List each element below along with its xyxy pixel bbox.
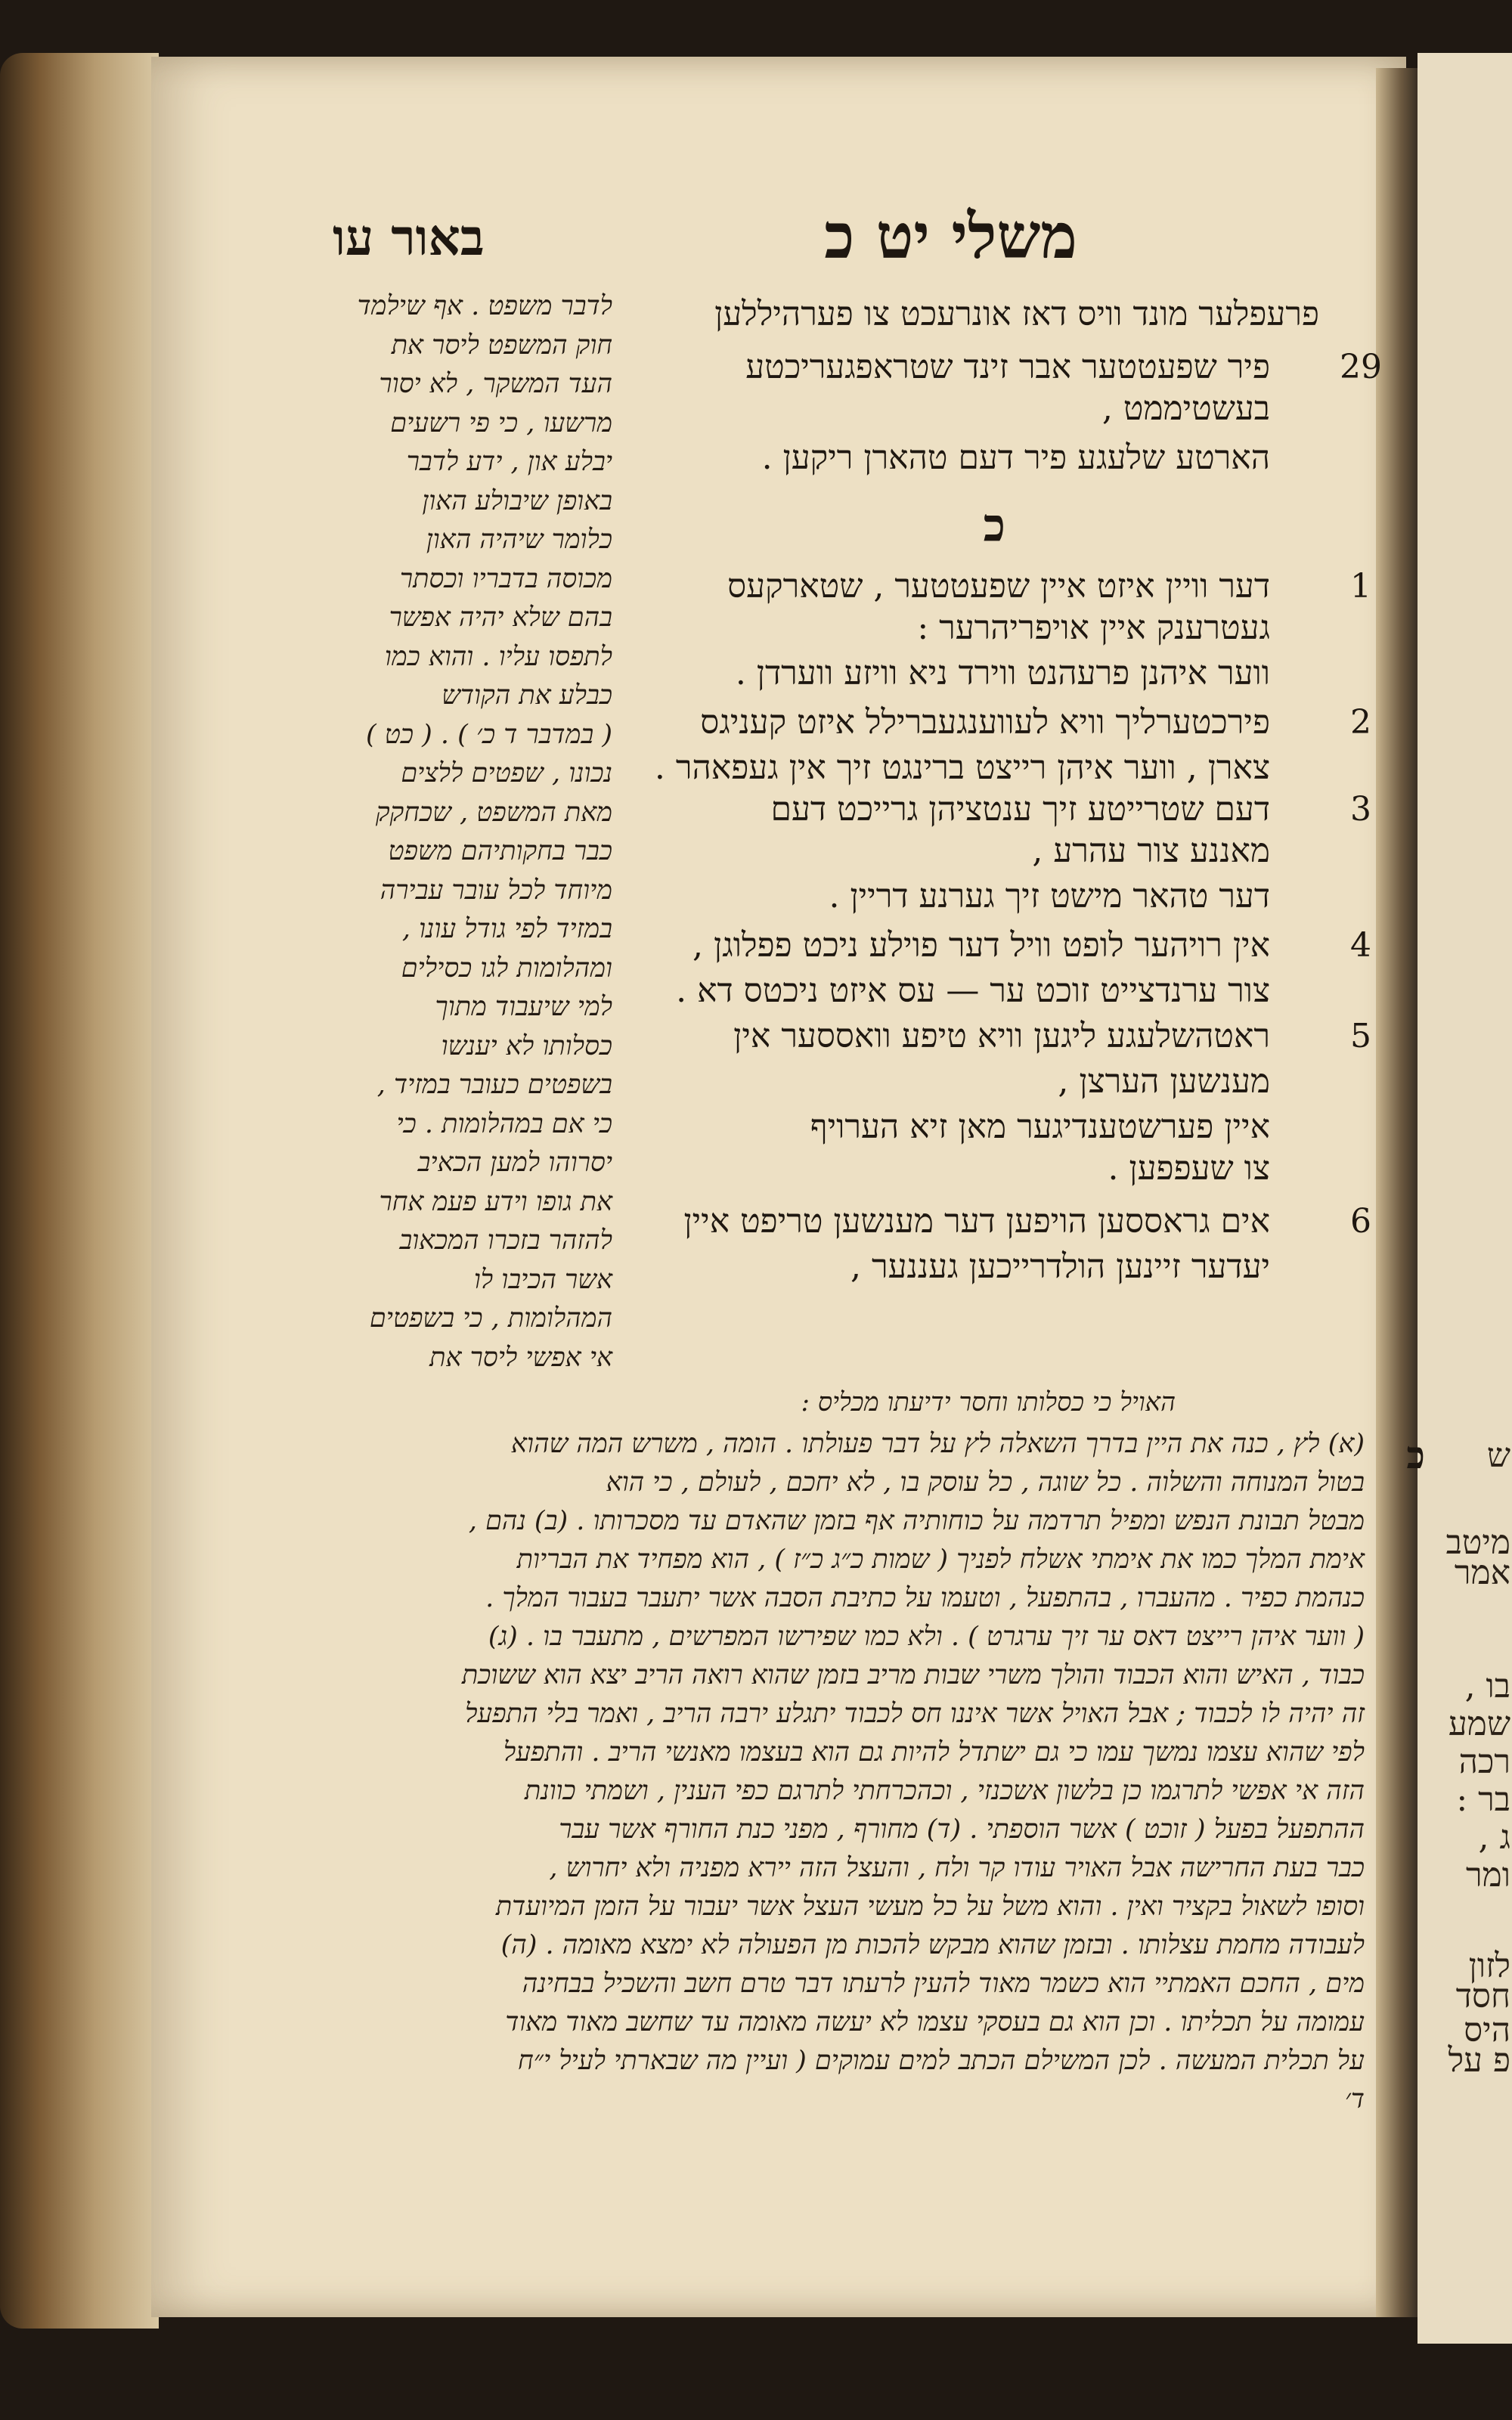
side-commentary-line: בשפטים כעובר במזיד , (376, 1070, 612, 1100)
verse-line: צור ערנדצייט זוכט ער — עס איזט ניכטס דא . (676, 971, 1270, 1010)
commentary-line: ד׳ (1344, 2084, 1365, 2115)
verse-number: 29 (1340, 348, 1382, 386)
facing-page-text: חסד (1455, 1977, 1510, 2016)
verse-line: אין רויהער לופט וויל דער פוילע ניכט פפלוגן , (692, 926, 1270, 965)
side-commentary-line: כבר בחקותיהם משפט (388, 836, 612, 866)
facing-page-text: רכה (1458, 1743, 1510, 1781)
verse-number: 4 (1350, 926, 1371, 965)
facing-page-text: לזון (1468, 1947, 1510, 1985)
side-commentary-line: מאת המשפט , שכחקק (375, 797, 612, 828)
side-commentary-line: מיוחד לכל עובר עבירה (380, 875, 612, 906)
commentary-line: לפי שהוא עצמו נמשך עמו כי גם ישתדל להיות גם הוא בעצמו מאנשי הריב . והתפעל (503, 1737, 1365, 1768)
facing-page-text: ג , (1478, 1818, 1510, 1857)
chapter-letter: כ (983, 499, 1005, 552)
commentary-line: על תכלית המעשה . לכן המשילם הכתב למים עמוקים ( ועיין מה שבארתי לעיל י״ח (517, 2046, 1365, 2076)
commentary-line: ( ווער איהן רייצט דאס ער זיך ערגרט ) . ולא כמו שפירשו המפרשים , מתעבר בו . (ג) (488, 1622, 1365, 1652)
side-commentary-line: ( במדבר ד כ׳ ) . ( כט ) (366, 719, 612, 750)
commentary-line: עמומה על תכליתו . וכן הוא גם בעסקי עצמו לא יעשה מאומה עד שחשב מאוד מאוד (505, 2007, 1365, 2037)
verse-line: צארן , ווער איהן רייצט ברינגט זיך אין געפאהר . (654, 748, 1270, 787)
book-fore-edge (0, 53, 159, 2329)
commentary-line: זה יהיה לו לכבוד ; אבל האויל אשר איננו חס לכבוד יתגלע ירבה הריב , ואמר בלי התפעל (465, 1699, 1365, 1729)
verse-number: 5 (1350, 1017, 1371, 1055)
side-commentary-line: בהם שלא יהיה אפשר (389, 603, 612, 633)
verse-line: דער טהאר מישט זיך גערנע דריין . (829, 877, 1270, 916)
page-title: משלי יט כ (824, 200, 1077, 273)
verse-number: 1 (1350, 567, 1371, 606)
commentary-line: מבטל תבונת הנפש ומפיל תרדמה על כוחותיה אף בזמן שהאדם עד מסכרותו . (ב) נהם , (468, 1506, 1365, 1536)
commentary-intro: האויל כי כסלותו וחסר ידיעתו מכליס : (801, 1387, 1176, 1418)
verse-line: מאננע צור עהרע , (1032, 832, 1270, 870)
verse-line: איין פערשטענדיגער מאן זיא הערויף (810, 1108, 1270, 1146)
commentary-line: (א) לץ , כנה את היין בדרך השאלה לץ על דבר פעולתו . הומה , משרש המה שהוא (511, 1429, 1365, 1459)
side-commentary-line: נכונו , שפטים ללצים (401, 758, 612, 789)
verse-line: מענשען הערצן , (1058, 1062, 1270, 1101)
side-commentary-line: אשר הכיבו לו (473, 1264, 612, 1295)
side-commentary-line: מרשעו , כי פי רשעים (390, 407, 612, 438)
side-commentary-line: כבלע את הקודש (442, 680, 612, 711)
side-commentary-line: חוק המשפט ליסר את (391, 330, 612, 361)
side-commentary-line: ומהלומות לגו כסילים (401, 953, 612, 984)
facing-page-text: שמע (1448, 1705, 1510, 1743)
commentary-line: אימת המלך כמו את אימתי אשלח לפניך ( שמות כ״ג כ״ז ) , הוא מפחיד את הבריות (516, 1545, 1365, 1575)
side-commentary-line: יסרוהו למען הכאיב (417, 1148, 612, 1178)
side-commentary-line: יבלע און , ידע לדבר (406, 447, 612, 477)
facing-page-text: היס (1464, 2011, 1510, 2050)
verse-line: געטרענק איין אויפריהרער : (917, 609, 1270, 647)
side-commentary-line: העד המשקר , לא יסור (379, 369, 612, 399)
commentary-line: לעבודה מחמת עצלותו . ובזמן שהוא מבקש להכות מן הפעולה לא ימצא מאומה . (ה) (500, 1930, 1365, 1960)
verse-line: פרעפלער מונד וויס דאז אונרעכט צו פערהיללען (714, 295, 1319, 333)
side-commentary-line: לתפסו עליו . והוא כמו (384, 641, 612, 672)
facing-page-text: ומר (1466, 1856, 1510, 1895)
facing-page-text: ש (1486, 1436, 1510, 1475)
side-commentary-line: אי אפשי ליסר את (429, 1342, 612, 1373)
side-commentary-column (318, 291, 612, 1395)
bottom-commentary (314, 1387, 1425, 2128)
commentary-line: הזה אי אפשי לתרגמו כן בלשון אשכנזי , וכהכרחתי לתרגם כפי הענין , ושמתי כוונת (524, 1776, 1365, 1806)
commentary-line: כנהמת כפיר . מהעברו , בהתפעל , וטעמו על כתיבת הסבה אשר יתעבר בעבור המלך . (485, 1583, 1365, 1613)
side-commentary-line: כי אם במהלומות . כי (396, 1108, 612, 1139)
page-header (325, 200, 1376, 284)
commentary-line: כבר בעת החרישה אבל האויר עודו קר ולח , והעצל הזה יירא מפניה ולא יחרוש , (549, 1853, 1365, 1883)
verse-number: 3 (1350, 790, 1371, 829)
verse-line: צו שעפפען . (1108, 1149, 1270, 1188)
verse-line: פירכטערליך וויא לעווענגעברילל איזט קעניגס (700, 703, 1270, 742)
verse-line: ראטהשלעגע ליגען וויא טיפע וואססער אין (733, 1017, 1270, 1055)
side-commentary-line: כלומר שיהיה האון (426, 525, 612, 555)
verse-line: פיר שפעטטער אבר זינד שטראפגעריכטע (745, 348, 1270, 386)
verse-number: 2 (1350, 703, 1371, 742)
side-commentary-line: באופן שיבולע האון (422, 485, 612, 516)
side-commentary-line: למי שיעבוד מתוך (435, 992, 612, 1022)
side-commentary-line: כסלותו לא יענשו (441, 1030, 612, 1061)
verse-line: דעם שטרייטע זיך ענטציהן גרייכט דעם (770, 790, 1270, 829)
verse-line: אים גראססען הויפען דער מענשען טריפט איין (683, 1202, 1270, 1241)
facing-page-text: פ על (1448, 2041, 1510, 2080)
commentary-chapter-mark: כ (1406, 1433, 1425, 1477)
facing-page-fragment (1418, 53, 1512, 2344)
verse-number: 6 (1350, 1202, 1371, 1241)
side-commentary-line: להזהר בזכרו המכאוב (399, 1225, 612, 1256)
verse-line: בעשטיממט , (1101, 389, 1270, 428)
commentary-line: מים , החכם האמתיי הוא כשמר מאוד להעין לרעתו דבר טרם חשב והשכיל בבחינה (522, 1969, 1365, 1999)
side-commentary-line: המהלומות , כי בשפטים (369, 1303, 612, 1334)
side-commentary-line: במזיד לפי גודל עונו , (401, 914, 612, 944)
commentary-line: וסופו לשאול בקציר ואין . והוא משל על כל מעשי העצל אשר יעבור על הזמן המיועדת (495, 1892, 1365, 1922)
facing-page-text: בו , (1464, 1667, 1510, 1706)
commentary-title: באור עו (333, 208, 485, 267)
commentary-line: ההתפעל בפעל ( זוכט ) אשר הוספתי . (ד) מחורף , מפני כנת החורף אשר עבר (559, 1814, 1365, 1845)
side-commentary-line: מכוסה בדבריו וכסתר (399, 563, 612, 594)
verse-column (635, 295, 1383, 1361)
verse-line: ווער איהנן פרעהנט ווירד ניא וויזע ווערדן . (735, 654, 1270, 693)
side-commentary-line: את גופו וידע פעמ אחר (379, 1186, 612, 1217)
facing-page-text: מיטב (1445, 1523, 1510, 1562)
commentary-line: כבוד , האיש והוא הכבוד והולך משרי שבות מריב בזמן שהוא רואה הריב יצא הוא ששוכת (461, 1660, 1365, 1690)
facing-page-text: אמר (1454, 1554, 1510, 1592)
verse-line: הארטע שלעגע פיר דעם טהארן ריקען . (761, 438, 1270, 477)
side-commentary-line: לדבר משפט . אף שילמד (357, 291, 612, 321)
commentary-line: בטול המנוחה והשלוה . כל שוגה , כל עוסק בו , לא יחכם , לעולם , כי הוא (606, 1467, 1365, 1498)
verse-line: יעדער זיינען הולדרייכען געננער , (850, 1247, 1270, 1286)
verse-line: דער וויין איזט איין שפעטטער , שטארקעס (727, 567, 1270, 606)
facing-page-text: בר : (1456, 1780, 1510, 1819)
